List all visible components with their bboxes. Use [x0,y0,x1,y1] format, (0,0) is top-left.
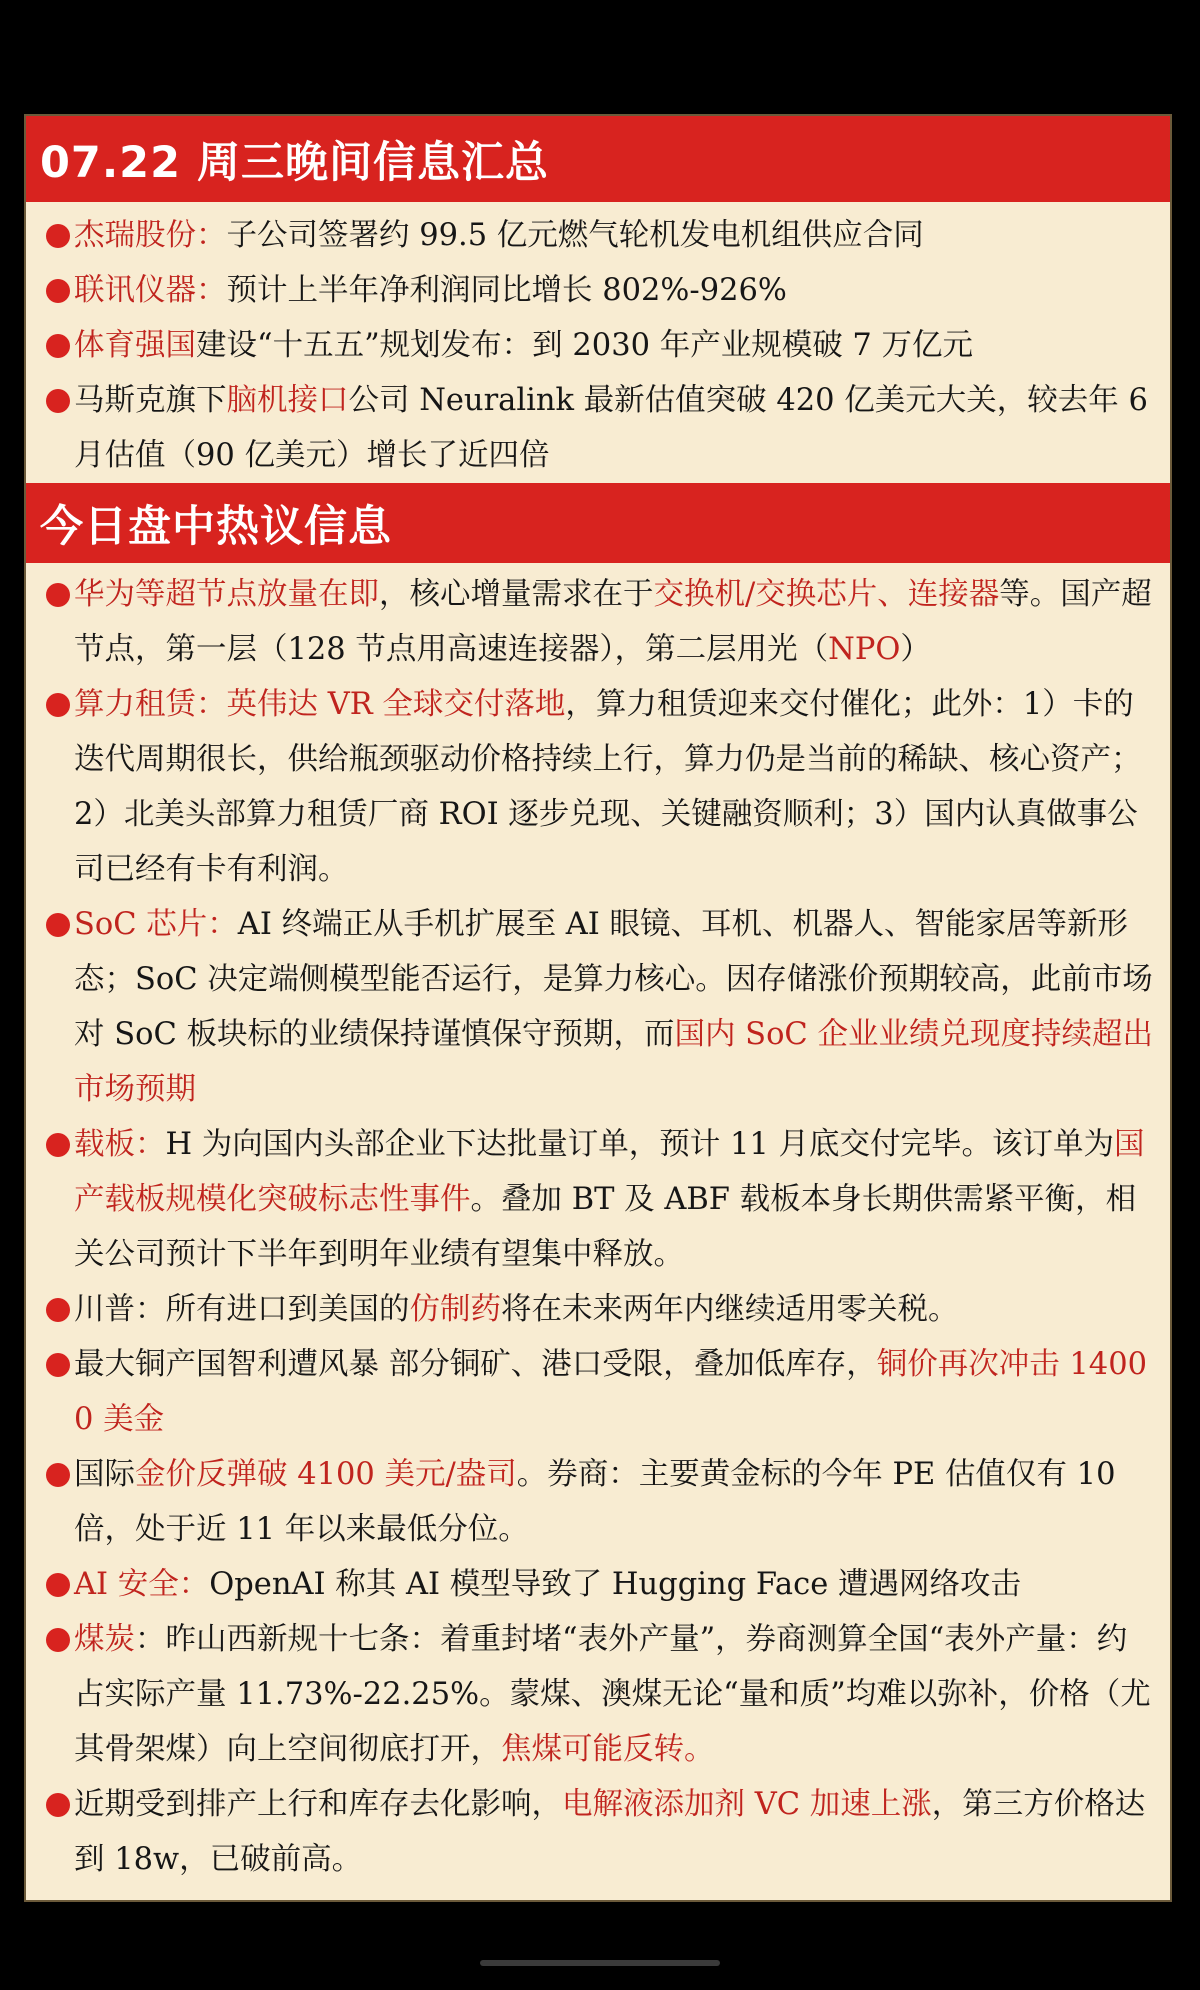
hot-topics-list [26,563,1170,1887]
highlight-text: AI 安全： [74,1567,210,1602]
body-text: ，核心增量需求在于 [379,577,654,612]
highlight-text: SoC 芯片： [74,907,238,942]
bullet-dot-icon [46,1793,70,1817]
body-text: H 为向国内头部企业下达批量订单，预计 11 月底交付完毕。该订单为 [165,1127,1114,1162]
news-item [40,1447,1154,1557]
body-text: 国际 [74,1457,135,1492]
bullet-dot-icon [46,1353,70,1377]
section-header-hot-topics [26,483,1170,563]
body-text: 公司 Neuralink 最新估值突破 420 亿美元大关，较去年 6 月估值（90 亿美元）增长了近四倍 [74,383,1148,473]
body-text: 建设“十五五”规划发布：到 2030 年产业规模破 7 万亿元 [196,328,973,363]
highlight-text: 华为等超节点放量在即 [74,577,379,612]
bullet-dot-icon [46,1463,70,1487]
highlight-text: 算力租赁：英伟达 VR 全球交付落地 [74,687,566,722]
highlight-text: 载板： [74,1127,166,1162]
highlight-text: 脑机接口 [226,383,349,418]
section-header-evening [26,116,1170,202]
home-indicator [480,1960,720,1966]
section-title: 今日盘中热议信息 [40,501,392,552]
body-text: 将在未来两年内继续适用零关税。 [501,1292,959,1327]
body-text: 预计上半年净利润同比增长 802%-926% [226,273,787,308]
highlight-text: 国内 SoC 企业业绩兑现度持续超出市场预期 [74,1017,1153,1107]
news-item [40,263,1154,318]
news-item [40,567,1154,677]
body-text: ） [900,632,931,667]
body-text: 最大铜产国智利遭风暴 部分铜矿、港口受限，叠加低库存， [74,1347,877,1382]
body-text: 。叠加 BT 及 ABF 载板本身长期供需紧平衡，相关公司预计下半年到明年业绩有望集中释放。 [74,1182,1137,1272]
highlight-text: 国产载板规模化突破标志性事件 [74,1127,1145,1217]
news-item [40,373,1154,483]
highlight-text: NPO [828,632,901,667]
news-item [40,1117,1154,1282]
bullet-dot-icon [46,693,70,717]
bullet-dot-icon [46,389,70,413]
news-item [40,1777,1154,1887]
evening-news-list [26,202,1170,483]
highlight-text: 铜价再次冲击 14000 美金 [74,1347,1148,1437]
highlight-text: 金价反弹破 4100 美元/盎司 [135,1457,517,1492]
news-item [40,1557,1154,1612]
news-item [40,318,1154,373]
bullet-dot-icon [46,1133,70,1157]
bullet-dot-icon [46,1628,70,1652]
highlight-text: 杰瑞股份： [74,218,227,253]
news-item [40,1612,1154,1777]
body-text: 等。国产超节点，第一层（128 节点用高速连接器），第二层用光（ [74,577,1152,667]
bullet-dot-icon [46,279,70,303]
body-text: ：昨山西新规十七条：着重封堵“表外产量”，券商测算全国“表外产量：约占实际产量 11.73%-22.25%。蒙煤、澳煤无论“量和质”均难以弥补，价格（尤其骨架煤）向上空间彻底打开， [74,1622,1151,1767]
news-item [40,677,1154,897]
highlight-text: 焦煤可能反转。 [501,1732,715,1767]
news-item [40,897,1154,1117]
bullet-dot-icon [46,1298,70,1322]
news-item [40,1337,1154,1447]
body-text: 近期受到排产上行和库存去化影响， [74,1787,562,1822]
highlight-text: 仿制药 [409,1292,501,1327]
highlight-text: 煤炭 [74,1622,135,1657]
body-text: ，第三方价格达到 18w，已破前高。 [74,1787,1146,1877]
body-text: ，算力租赁迎来交付催化；此外：1）卡的迭代周期很长，供给瓶颈驱动价格持续上行，算力仍是当前的稀缺、核心资产；2）北美头部算力租赁厂商 ROI 逐步兑现、关键融资顺利；3）国内认真做事公司已经有卡有利润。 [74,687,1142,887]
body-text: 子公司签署约 99.5 亿元燃气轮机发电机组供应合同 [226,218,924,253]
bullet-dot-icon [46,224,70,248]
bullet-dot-icon [46,583,70,607]
body-text: 马斯克旗下 [74,383,227,418]
body-text: OpenAI 称其 AI 模型导致了 Hugging Face 遭遇网络攻击 [209,1567,1021,1602]
news-item [40,208,1154,263]
section-title: 07.22 周三晚间信息汇总 [40,137,549,188]
highlight-text: 交换机/交换芯片、连接器 [653,577,1000,612]
body-text: AI 终端正从手机扩展至 AI 眼镜、耳机、机器人、智能家居等新形态；SoC 决定端侧模型能否运行，是算力核心。因存储涨价预期较高，此前市场对 SoC 板块标的业绩保持谨慎保守预期，而 [74,907,1153,1052]
news-item [40,1282,1154,1337]
bullet-dot-icon [46,913,70,937]
highlight-text: 体育强国 [74,328,196,363]
bullet-dot-icon [46,1573,70,1597]
body-text: 川普：所有进口到美国的 [74,1292,410,1327]
highlight-text: 联讯仪器： [74,273,227,308]
highlight-text: 电解液添加剂 VC 加速上涨 [562,1787,932,1822]
bullet-dot-icon [46,334,70,358]
news-summary-card [24,114,1172,1902]
body-text: 。券商：主要黄金标的今年 PE 估值仅有 10 倍，处于近 11 年以来最低分位。 [74,1457,1116,1547]
